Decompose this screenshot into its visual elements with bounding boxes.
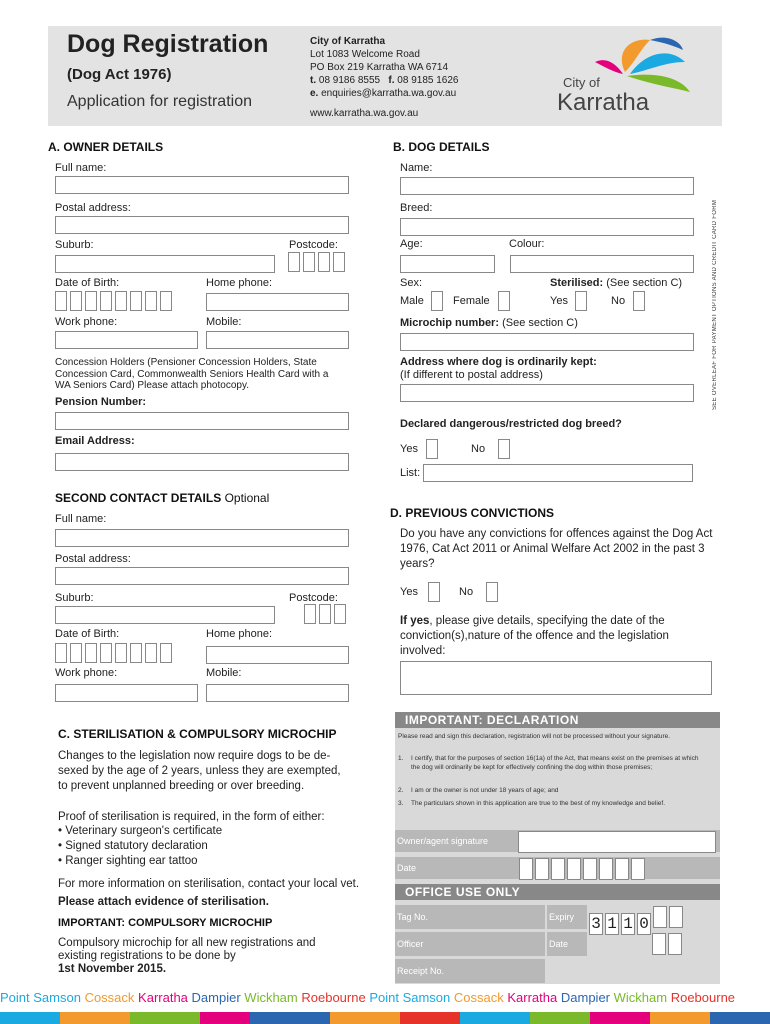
second-fullname-input[interactable] xyxy=(55,529,349,547)
declaration-heading: IMPORTANT: DECLARATION xyxy=(395,712,720,728)
footer-town: Karratha xyxy=(138,990,188,1005)
page-title: Dog Registration xyxy=(67,30,269,58)
owner-fullname-label: Full name: xyxy=(55,162,107,174)
footer-town: Roebourne xyxy=(670,990,736,1005)
second-homephone-input[interactable] xyxy=(206,646,349,664)
sterilised-text: Sterilised: xyxy=(550,277,604,289)
sterilisation-p2: Proof of sterilisation is required, in the form of either: xyxy=(58,811,325,823)
footer-town: Wickham xyxy=(613,990,668,1005)
convictions-yes-checkbox[interactable] xyxy=(428,582,440,602)
microchip-deadline: 1st November 2015. xyxy=(58,963,167,975)
phone-label: t. xyxy=(310,75,317,86)
footer-town: Cossack xyxy=(453,990,504,1005)
second-dob-boxes[interactable] xyxy=(55,643,175,668)
dog-address-label: Address where dog is ordinarily kept: xyxy=(400,356,597,368)
address-line-1: Lot 1083 Welcome Road xyxy=(310,49,420,60)
owner-mobile-label: Mobile: xyxy=(206,316,242,328)
dangerous-no-checkbox[interactable] xyxy=(498,439,510,459)
receipt-label: Receipt No. xyxy=(397,966,445,976)
dangerous-label: Declared dangerous/restricted dog breed? xyxy=(400,418,622,430)
second-fullname-label: Full name: xyxy=(55,513,107,525)
convictions-no-checkbox[interactable] xyxy=(486,582,498,602)
dog-sterilised-label xyxy=(550,277,682,289)
second-heading-title: SECOND CONTACT DETAILS xyxy=(55,491,222,505)
expiry-boxes[interactable] xyxy=(589,906,685,935)
dog-name-label: Name: xyxy=(400,162,433,174)
city-logo-icon xyxy=(555,32,695,117)
dog-age-input[interactable] xyxy=(400,255,495,273)
expiry-digit-3[interactable]: 1 xyxy=(621,913,635,935)
footer-town: Wickham xyxy=(244,990,298,1005)
bullet-ranger: • Ranger sighting ear tattoo xyxy=(58,855,198,867)
signature-input[interactable] xyxy=(518,831,716,853)
owner-suburb-label: Suburb: xyxy=(55,239,94,251)
footer-stripe-icon xyxy=(0,1010,770,1024)
owner-homephone-label: Home phone: xyxy=(206,277,273,289)
footer-town: Dampier xyxy=(560,990,610,1005)
declaration-item-1: I certify, that for the purposes of section 16(1a) of the Act, that means exist on the premises at which the dog will ordinarily be kept for effectively confining the dog within those premises; xyxy=(411,755,699,771)
phone-number: 08 9186 8555 xyxy=(318,75,381,86)
dog-address-input[interactable] xyxy=(400,384,694,402)
convictions-heading: D. PREVIOUS CONVICTIONS xyxy=(390,506,555,520)
address-line-2: PO Box 219 Karratha WA 6714 xyxy=(310,62,449,73)
declaration-item-2: I am or the owner is not under 18 years of age; and xyxy=(411,787,559,794)
second-dob-label: Date of Birth: xyxy=(55,628,120,640)
act-subtitle: (Dog Act 1976) xyxy=(67,66,172,83)
owner-homephone-input[interactable] xyxy=(206,293,349,311)
second-workphone-label: Work phone: xyxy=(55,667,118,679)
email-address: enquiries@karratha.wa.gov.au xyxy=(321,88,457,99)
expiry-label: Expiry xyxy=(549,912,575,922)
expiry-digit-6[interactable] xyxy=(669,906,683,928)
second-postcode-boxes[interactable] xyxy=(304,604,349,629)
declaration-date-boxes[interactable] xyxy=(519,858,647,885)
female-label: Female xyxy=(453,295,490,307)
application-subtitle: Application for registration xyxy=(67,93,252,110)
female-checkbox[interactable] xyxy=(498,291,510,311)
dog-name-input[interactable] xyxy=(400,177,694,195)
attach-evidence: Please attach evidence of sterilisation. xyxy=(58,896,269,908)
declaration-intro: Please read and sign this declaration, registration will not be processed without your signature. xyxy=(398,733,671,740)
pension-input[interactable] xyxy=(55,412,349,430)
sterilised-no-checkbox[interactable] xyxy=(633,291,645,311)
bullet-declaration: • Signed statutory declaration xyxy=(58,840,208,852)
sterilisation-p1: Changes to the legislation now require dogs to be de-sexed by the age of 2 years, unless they are exempted, to prevent unplanned breeding or over breeding. xyxy=(58,750,341,792)
bullet-vet: • Veterinary surgeon's certificate xyxy=(58,825,223,837)
owner-email-input[interactable] xyxy=(55,453,349,471)
sterilised-note: (See section C) xyxy=(606,277,683,289)
side-note: SEE OVERLEAF FOR PAYMENT OPTIONS AND CREDIT CARD FORM xyxy=(712,199,718,410)
item3-number: 3. xyxy=(398,800,404,807)
microchip-info: Compulsory microchip for all new registrations and existing registrations to be done by xyxy=(58,937,316,962)
sterilised-no-label: No xyxy=(611,295,626,307)
fax-number: 08 9185 1626 xyxy=(397,75,459,86)
owner-fullname-input[interactable] xyxy=(55,176,349,194)
dog-sex-label: Sex: xyxy=(400,277,423,289)
fax-label: f. xyxy=(388,75,395,86)
convictions-yes-label: Yes xyxy=(400,586,418,598)
second-suburb-label: Suburb: xyxy=(55,592,94,604)
city-name: City of Karratha xyxy=(310,36,386,47)
owner-heading: A. OWNER DETAILS xyxy=(48,140,164,154)
tag-label: Tag No. xyxy=(397,912,429,922)
details-instructions: , please give details, specifying the date of the conviction(s),nature of the offence and the legislation involved: xyxy=(400,615,669,657)
pension-label: Pension Number: xyxy=(55,396,147,408)
footer-town: Roebourne xyxy=(301,990,366,1005)
owner-dob-boxes[interactable] xyxy=(55,291,175,316)
second-optional: Optional xyxy=(224,491,270,505)
owner-postal-input[interactable] xyxy=(55,216,349,234)
second-mobile-label: Mobile: xyxy=(206,667,242,679)
dog-colour-label: Colour: xyxy=(509,238,545,250)
dangerous-yes-checkbox[interactable] xyxy=(426,439,438,459)
sterilisation-heading: C. STERILISATION & COMPULSORY MICROCHIP xyxy=(58,727,337,741)
dangerous-no-label: No xyxy=(471,443,486,455)
item1-number: 1. xyxy=(398,755,404,762)
owner-postcode-label: Postcode: xyxy=(289,239,338,251)
second-homephone-label: Home phone: xyxy=(206,628,273,640)
second-mobile-input[interactable] xyxy=(206,684,349,702)
vet-info: For more information on sterilisation, contact your local vet. xyxy=(58,878,360,890)
website: www.karratha.wa.gov.au xyxy=(310,108,419,119)
dog-age-label: Age: xyxy=(400,238,423,250)
second-postcode-label: Postcode: xyxy=(289,592,338,604)
item2-number: 2. xyxy=(398,787,404,794)
office-date-boxes[interactable] xyxy=(652,933,684,960)
convictions-question: Do you have any convictions for offences against the Dog Act 1976, Cat Act 2011 or Animal Welfare Act 2002 in the past 3 years? xyxy=(400,528,713,570)
owner-dob-label: Date of Birth: xyxy=(55,277,120,289)
dog-colour-input[interactable] xyxy=(510,255,694,273)
microchip-heading: IMPORTANT: COMPULSORY MICROCHIP xyxy=(58,917,273,929)
footer-towns xyxy=(0,990,770,1005)
if-yes: If yes xyxy=(400,615,430,627)
expiry-digit-4[interactable]: 0 xyxy=(637,913,651,935)
owner-mobile-input[interactable] xyxy=(206,331,349,349)
dog-address-note: (If different to postal address) xyxy=(400,369,543,381)
owner-email-label: Email Address: xyxy=(55,435,135,447)
contact-block xyxy=(310,35,458,100)
second-postal-input[interactable] xyxy=(55,567,349,585)
logo-city-of: City of xyxy=(563,75,600,90)
sterilisation-p4 xyxy=(58,937,348,976)
male-label: Male xyxy=(400,295,424,307)
owner-postal-label: Postal address: xyxy=(55,202,131,214)
concession-note: Concession Holders (Pensioner Concession Holders, State Concession Card, Commonwealth Seniors Health Card with a WA Seniors Card) Please attach photocopy. xyxy=(55,357,329,391)
footer-town: Point Samson xyxy=(0,990,81,1005)
email-label: e. xyxy=(310,88,319,99)
footer-town: Point Samson xyxy=(369,990,451,1005)
logo-karratha: Karratha xyxy=(557,89,650,116)
owner-workphone-input[interactable] xyxy=(55,331,198,349)
sterilisation-p3 xyxy=(58,875,368,911)
dog-breed-label: Breed: xyxy=(400,202,433,214)
footer-town: Cossack xyxy=(84,990,135,1005)
sterilised-yes-label: Yes xyxy=(550,295,568,307)
convictions-details-text xyxy=(400,614,715,659)
convictions-details-input[interactable] xyxy=(400,661,712,695)
second-workphone-input[interactable] xyxy=(55,684,198,702)
second-heading xyxy=(55,491,269,505)
microchip-input[interactable] xyxy=(400,333,694,351)
expiry-digit-2[interactable]: 1 xyxy=(605,913,619,935)
dog-breed-input[interactable] xyxy=(400,218,694,236)
declaration-item-3: The particulars shown in this application are true to the best of my knowledge and belief. xyxy=(411,800,666,807)
dog-heading: B. DOG DETAILS xyxy=(393,140,490,154)
convictions-no-label: No xyxy=(459,586,474,598)
male-checkbox[interactable] xyxy=(431,291,443,311)
dangerous-yes-label: Yes xyxy=(400,443,418,455)
owner-postcode-boxes[interactable] xyxy=(288,252,348,277)
officer-label: Officer xyxy=(397,939,424,949)
declaration-date-label: Date xyxy=(397,863,417,873)
footer-town: Dampier xyxy=(191,990,241,1005)
office-date-label: Date xyxy=(549,939,569,949)
microchip-label xyxy=(400,317,578,329)
list-label: List: xyxy=(400,467,421,479)
office-heading: OFFICE USE ONLY xyxy=(395,884,720,900)
sterilised-yes-checkbox[interactable] xyxy=(575,291,587,311)
owner-workphone-label: Work phone: xyxy=(55,316,118,328)
microchip-text: Microchip number: xyxy=(400,317,500,329)
second-postal-label: Postal address: xyxy=(55,553,131,565)
list-input[interactable] xyxy=(423,464,693,482)
second-suburb-input[interactable] xyxy=(55,606,275,624)
footer-town: Karratha xyxy=(507,990,558,1005)
expiry-digit-1[interactable]: 3 xyxy=(589,913,603,935)
microchip-note: (See section C) xyxy=(502,317,578,329)
owner-suburb-input[interactable] xyxy=(55,255,275,273)
expiry-digit-5[interactable] xyxy=(653,906,667,928)
signature-label: Owner/agent signature xyxy=(397,836,489,846)
